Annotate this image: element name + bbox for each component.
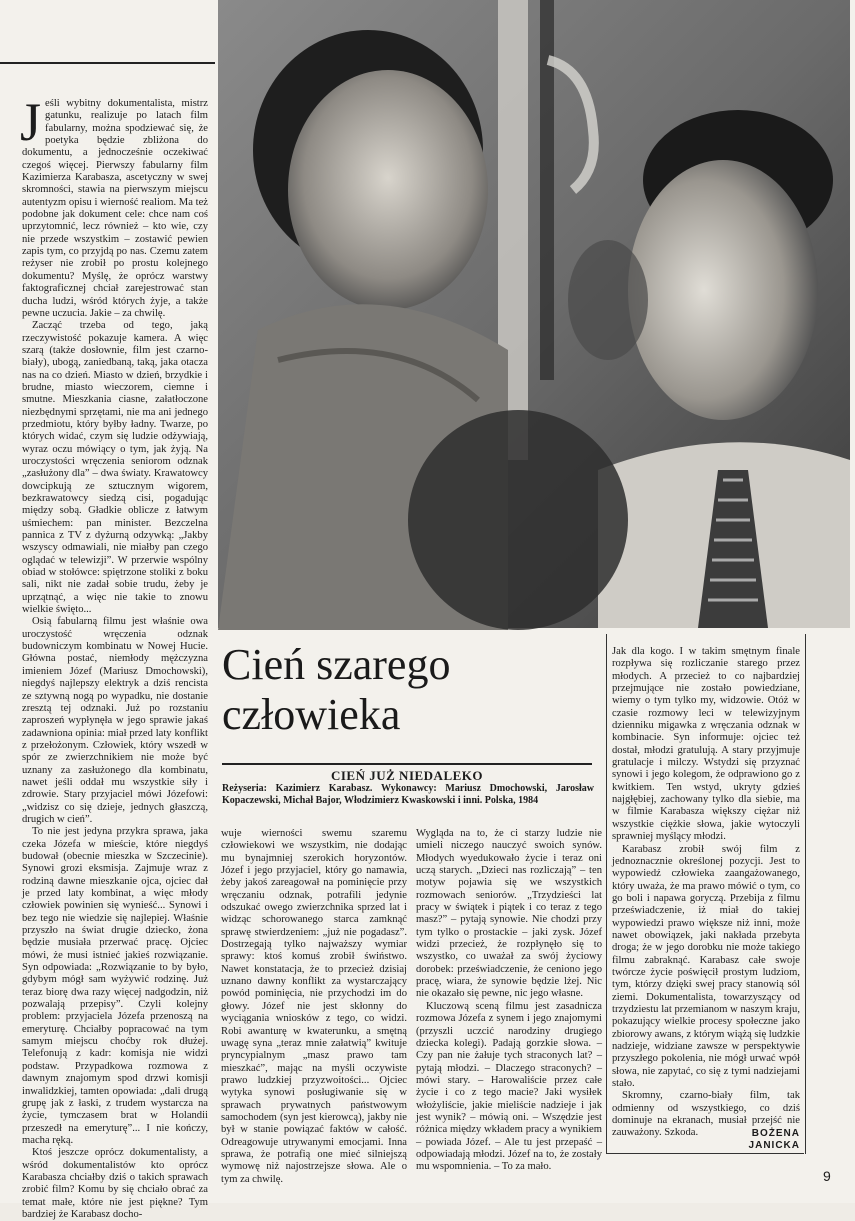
paragraph-5: Ktoś jeszcze oprócz dokumentalisty, a wśród dokumentalistów kto oprócz Karabasza chciałby dziś o takich sprawach zrobić film? Komu by się chciało obrać za temat małe, które nie jest piękne? Tym bardziej że Karabasz docho- [22, 1147, 208, 1220]
paragraph-2: Zacząć trzeba od tego, jaką rzeczywistość pokazuje kamera. A więc szarą (także dosłownie, film jest czarno-biały), ubogą, zaniedbaną, taką, jaka otacza nas na co dzień. Miasto w dzień, brzydkie i brudne, miasto wieczorem, ciemne i smutne. Mieszkania ciasne, załatłoczone niezbędnymi sprzętami, nie ma ani jednego przedmiotu, który byłby ładny. Twarze, po których widać, czym się ludzie odżywiają, wyraz oczu mówiący o tym, jak żyją. Na uroczystości wręczenia seniorom odznak „zasłużony dla” – dwa światy. Krawatowcy dowcipkują ze sztucznym wigorem, bezkrawatowcy siedzą cisi, pogadując między sobą. Gładkie oblicze z łatwym uśmiechem: pan minister. Bezczelna pannica z TV z dyżurną odzywką: „Jakby wszyscy odmawiali, nie miałby pan czego oglądać w telewizji”. W przerwie wspólny obiad w stołówce: spiętrzone stoliki z boku sali, nikt nie zadał sobie trudu, żeby je uprzątnąć, a więc nie takie to znowu wielkie święto... [22, 320, 208, 616]
paragraph-right-1: Jak dla kogo. I w takim smętnym finale rozpływa się rozliczanie starego przez młodych. A przecież to co najbardziej przejmujące nie zostało powiedziane, wiemy o tym tylko my, widzowie. Otóż w czasie rozmowy leci w telewizyjnym dzienniku migawka z wręczania odznak w kombinacie. Syn informuje: ojciec też dostał, młodzi gratulują. A stary przyjmuje gratulacje i milczy. Wstydzi się przyznać synowi i jego kolegom, że odprawiono go z kwitkiem. Ten wstyd, ukryty gdzieś najgłębiej, zachowany tylko dla siebie, ma w filmie Karabasza większy ciężar niż wszystkie ciężkie słowa, jakie wytoczyli sprawniej myślący młodzi. [612, 646, 800, 843]
title-line-2: człowieka [222, 690, 401, 739]
paragraph-1-text: eśli wybitny dokumentalista, mistrz gatunku, realizuje po latach film fabularny, można spodziewać się, że poetyka będzie zbliżona do dokumentu, a jednocześnie oczekiwać czegoś więcej. Pierwszy fabularny film Kazimierza Karabasza, ascetyczny w swej skromności, stawia na pierwszym miejscu autentyzm opisu i wierność realiom. Ma też podobne jak dokument cele: chce nam coś uprzytomnić, lecz również – kto wie, czy nie przede wszystkim – zostawić pewien zapis tym, co przyjdą po nas. Czemu zatem reżyser nie zrobił po prostu kolejnego dokumentu? Myślę, że oprócz warstwy faktograficznej chciał zarejestrować stan ducha ludzi, wśród których żyje, a także pewne uczucia. Jakie – za chwilę. [22, 98, 208, 319]
author-signature [730, 1128, 800, 1152]
article-column-left [20, 92, 208, 1220]
paragraph-mid2-1: Wygląda na to, że ci starzy ludzie nie umieli niczego nauczyć swoich synów. Młodych wyedukowało życie i teraz oni uczą starych. „Dzieci nas rozliczają” – ten motyw pojawia się we wszystkich rozmowach seniorów. „Trzydzieści lat pracy w świątek i piątek i co teraz z tego masz?” – pytają synowie. Nie chodzi przy tym tylko o prostackie – jaki zysk. Józef widzi przecież, że rozpłynęło się to wszystko, co uważał za swój życiowy dorobek: przeświadczenie, że ceniono jego pracę, wiara, że synowie będzie lżej. Nic nie okazało się pewne, nic jego własne. [416, 828, 602, 1000]
film-still-photo [218, 0, 850, 628]
author-last-name: JANICKA [748, 1140, 800, 1151]
drop-cap: J [20, 92, 42, 152]
page-number: 9 [823, 1168, 831, 1184]
film-info-rule [222, 763, 592, 765]
film-credits: Reżyseria: Kazimierz Karabasz. Wykonawcy: Mariusz Dmochowski, Jarosław Kopaczewski, Michał Bajor, Włodzimierz Kwaskowski i inni. Polska, 1984 [222, 783, 594, 806]
film-still-image [218, 0, 850, 628]
article-title [222, 640, 592, 740]
paragraph-4: To nie jest jedyna przykra sprawa, jaka czeka Józefa w mieście, które niegdyś budował (obecnie mieszka w Szczecinie). Synowi grozi eksmisja. Zajmuje wraz z rodziną dawne mieszkanie ojca, ojciec dał je przed laty kombinat, a więc młody człowiek powinien się wynieść... Synowi i bez tego nie wiedzie się najlepiej. Właśnie przyszło na świat drugie dziecko, żona będzie musiała przerwać pracę. Ojciec mówi, że musi istnieć jakieś rozwiązanie. Syn odpowiada: „Rozwiązanie to by było, gdybym mógł sam wyżywić rodzinę. Już teraz biorę dwa razy więcej nadgodzin, niż pozwalają przepisy”. Czyli kolejny problem: przyjaciela Józefa przenoszą na emeryturę. Chciałby popracować na tym samym miejscu choćby rok dłużej. Telefonują z kadr: komisja nie widzi podstaw. Przypadkowa rozmowa z dawnym znajomym spod drzwi komisji inwalidzkiej, tamten opowiada: „dali drugą grupę jak z łaski, z trudem wystarcza na życie, tymczasem brat w Holandii przeszedł na emeryturę”... I nie kończy, macha ręką. [22, 826, 208, 1146]
paragraph-right-2: Karabasz zrobił swój film z jednoznacznie określonej pozycji. Jest to wypowiedź człowieka zaangażowanego, który uważa, że ma prawo mówić o tym, co go boli i napawa goryczą. Przebija z filmu przeświadczenie, iż miał do takiej wypowiedzi prawo większe niż inni, może nawet obowiązek, jaki nakłada przebyta droga; że w jego dorobku nie może takiego filmu zabraknąć. Karabasz całe swoje twórcze życie poświęcił prostym ludziom, tym, którzy dzięki swej pracy stanowią sól ziemi. Dokumentalista, towarzyszący od trzydziestu lat przemianom w naszym kraju, pokazujący wielkie procesy społeczne jako zbiorowy awans, z którym wiążą się ludzkie nadzieje, widziane zawsze w perspektywie przyszłego pokolenia, nie mógł urwać wpół słowa, nie zapytać, co się z tymi nadziejami stało. [612, 843, 800, 1090]
paragraph-right-3: Skromny, czarno-biały film, tak odmienny od wszystkiego, co dziś dominuje na ekranach, musiał przejść nie zauważony. Szkoda. [612, 1090, 800, 1139]
article-column-middle [221, 828, 407, 1185]
author-first-name: BOŻENA [751, 1128, 800, 1139]
title-line-1: Cień szarego [222, 640, 451, 689]
paragraph-mid-1: wuje wierności swemu szaremu człowiekowi we wszystkim, nie dodając mu bynajmniej szerokich horyzontów. Józef i jego przyjaciel, który go namawia, żeby jakoś zareagował na pominięcie przy wręczaniu odznak, potrafili jedynie odszukać owego zwierzchnika sprzed lat i widząc schorowanego starca zamknąć sprawę stwierdzeniem: „już nie pogadasz”. Dostrzegają tylko najważszy wymiar sprawy: ktoś komuś zrobił świństwo. Nawet konstatacja, że to przecież dzisiaj uznano dawny konflikt za wystarczający powód pominięcia, nie przychodzi im do głowy. Józef nie jest skłonny do wyciągania wniosków z tego, co widzi. Robi awanturę w kwaterunku, a smętną uwagę syna „teraz mnie załatwią” kwituje pryncypialnym „masz prawo tam mieszkać”, mając na myśli oczywiste prawo ludzkiej przyzwoitości... Ojciec wytyka synowi posługiwanie się w sprawach prywatnych państwowym samochodem (syn jest kierowcą), jakby nie był w stanie powiązać faktów w całość. Odreagowuje utrywanymi emocjami. Inna sprawa, że potrafią one mieć silniejszą wymowę niż najostrzejsze słowa. Ale o tym za chwilę. [221, 828, 407, 1185]
paragraph-mid2-2: Kluczową sceną filmu jest zasadnicza rozmowa Józefa z synem i jego znajomymi (przyszli uczcić narodziny drugiego dziecka kolegi). Padają gorzkie słowa. – Czy pan nie żałuje tych straconych lat? – pytają młodzi. – Dlaczego straconych? – mówi stary. – Harowaliście przez całe życie i co z tego macie? Jaki wysiłek włożyliście, jakie mieliście nadzieje i jak jest wynik? – mówią oni. – Wszędzie jest różnica między wkładem pracy a wynikiem – powiada Józef. – Ale tu jest przepaść – odpowiadają młodzi. Józef na to, że zostały mu wspomnienia. – To za mało. [416, 1000, 602, 1173]
top-rule [0, 62, 215, 64]
bottom-rule [606, 1153, 804, 1154]
paragraph-1 [20, 92, 208, 320]
article-column-middle-2 [416, 828, 602, 1180]
paragraph-3: Osią fabularną filmu jest właśnie owa uroczystość wręczenia odznak budowniczym kombinatu w Nowej Hucie. Główna postać, niemłody mężczyzna imieniem Józef (Mariusz Dmochowski), niegdyś najlepszy elektryk a dziś rencista ze sztywną nogą po wypadku, nie dostanie zresztą tej odznaki. Już po rozstaniu zaproszeń wypłynęła w jego sprawie jakaś zadawniona opinia: miał przed laty konflikt z przełożonym. Człowiek, który wszedł w spór ze zwierzchnikiem nie może być uznany za zasłużonego dla kombinatu, nawet jeśli oddał mu wszystkie siły i zdrowie. Stary przyjaciel mówi Józefowi: „widzisz co się dzieje, jednych głaszczą, drugich w cień”. [22, 616, 208, 825]
film-title: CIEŃ JUŻ NIEDALEKO [330, 768, 484, 783]
